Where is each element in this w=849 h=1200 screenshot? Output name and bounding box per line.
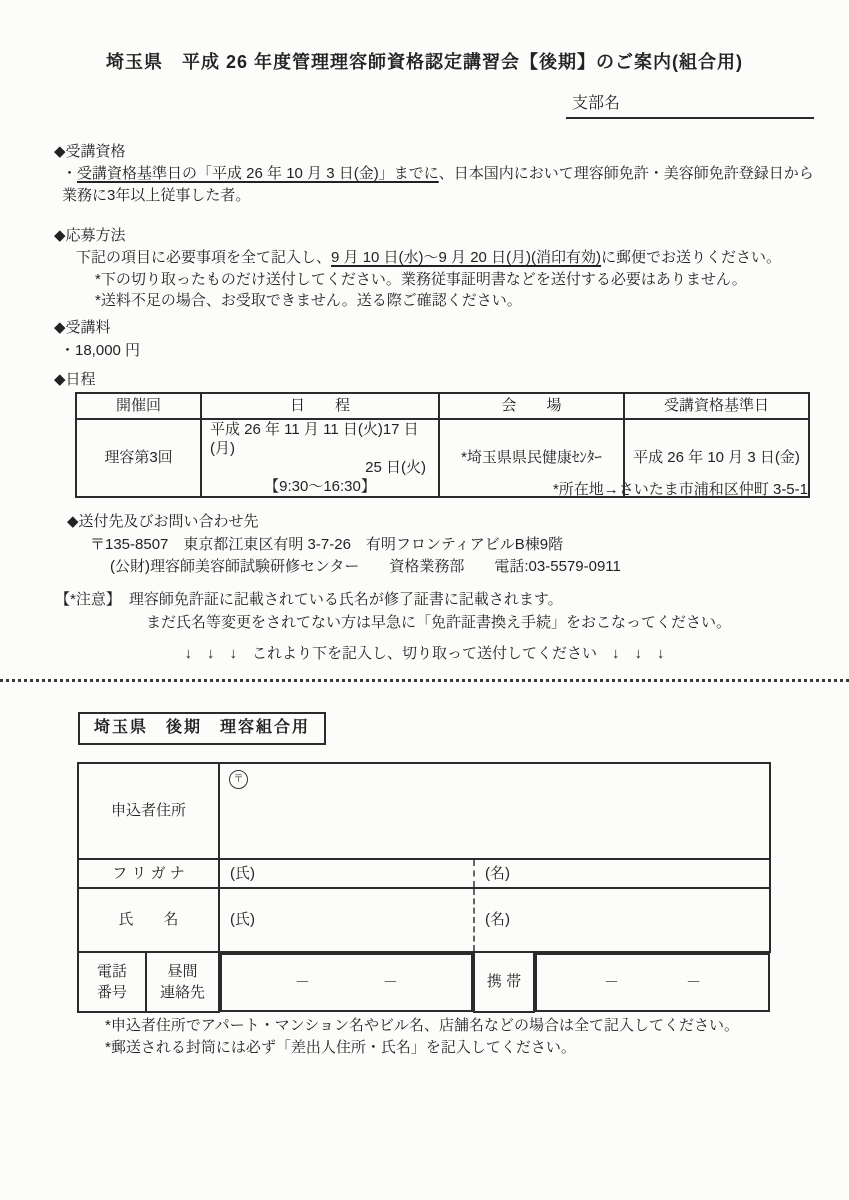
application-pre: 下記の項目に必要事項を全て記入し、	[76, 249, 332, 266]
eligibility-line1	[62, 164, 814, 184]
applicant-address-label: 申込者住所	[78, 763, 219, 859]
venue-location-note: *所在地→さいたま市浦和区仲町 3-5-1	[552, 481, 808, 498]
application-heading: ◆応募方法	[54, 227, 126, 244]
application-period: 9 月 10 日(水)～9 月 20 日(月)(消印有効)	[331, 249, 602, 266]
schedule-heading: ◆日程	[54, 371, 96, 388]
col-dates: 日 程	[201, 393, 439, 419]
application-note2: *送料不足の場合、お受取できません。送る際ご確認ください。	[95, 292, 522, 309]
branch-name-label: 支部名	[572, 95, 621, 112]
applicant-address-field	[219, 763, 770, 859]
notice-line1	[55, 590, 563, 610]
contact-heading: ◆送付先及びお問い合わせ先	[67, 513, 259, 530]
fee-heading: ◆受講料	[54, 319, 111, 336]
name-sei-field: (氏)	[219, 888, 474, 952]
footer-note2: *郵送される封筒には必ず「差出人住所・氏名」を記入してください。	[105, 1039, 576, 1056]
application-line1	[76, 248, 781, 268]
name-label: 氏 名	[78, 888, 219, 952]
name-mei-field: (名)	[474, 888, 770, 952]
fee-amount: ・18,000 円	[60, 342, 141, 359]
venue-cell: *埼玉県県民健康ｾﾝﾀｰ	[439, 419, 624, 497]
notice-label: 【*注意】	[55, 591, 121, 608]
branch-name-field	[566, 94, 814, 119]
footer-note1: *申込者住所でアパート・マンション名やビル名、店舗名などの場合は全て記入してください。	[105, 1017, 739, 1034]
postal-mark-icon: 〒	[229, 770, 248, 789]
basedate-cell: 平成 26 年 10 月 3 日(金)	[624, 419, 809, 497]
date-line2: 25 日(火)	[365, 459, 426, 476]
col-venue: 会 場	[439, 393, 624, 419]
cut-instruction: ↓ ↓ ↓ これより下を記入し、切り取って送付してください ↓ ↓ ↓	[184, 645, 665, 662]
eligibility-rest: 、日本国内において理容師免許・美容師免許登録日から	[438, 165, 814, 182]
mobile-label: 携 帯	[474, 952, 534, 1012]
mobile-phone-field	[535, 953, 770, 1012]
phone-row	[78, 952, 770, 1012]
col-basedate: 受講資格基準日	[624, 393, 809, 419]
date-line3: 【9:30～16:30】	[264, 478, 376, 495]
daytime-phone-field	[220, 953, 473, 1012]
cut-dotted-line	[0, 679, 849, 682]
name-row	[78, 888, 770, 952]
phone-dash: －	[383, 973, 399, 991]
phone-label	[78, 952, 146, 1012]
date-line1: 平成 26 年 11 月 11 日(火)17 日(月)	[210, 421, 419, 457]
furigana-label: フ リ ガ ナ	[78, 859, 219, 888]
eligibility-heading: ◆受講資格	[54, 143, 126, 160]
application-form-table	[77, 762, 771, 1013]
address-row	[78, 763, 770, 859]
furigana-sei-field: (氏)	[219, 859, 474, 888]
contact-org: (公財)理容師美容師試験研修センター 資格業務部 電話:03-5579-0911	[110, 558, 621, 575]
furigana-mei-field: (名)	[474, 859, 770, 888]
phone-dash: －	[604, 973, 620, 991]
contact-address: 〒135-8507 東京都江東区有明 3-7-26 有明フロンティアビルB棟9階	[90, 536, 564, 553]
phone-label-line2: 番号	[96, 984, 127, 1001]
daytime-label-line2: 連絡先	[160, 984, 206, 1001]
page-title: 埼玉県 平成 26 年度管理理容師資格認定講習会【後期】のご案内(組合用)	[105, 52, 743, 72]
schedule-header-row	[76, 393, 809, 419]
application-note1: *下の切り取ったものだけ送付してください。業務従事証明書などを送付する必要はありません。	[95, 271, 747, 288]
daytime-label	[146, 952, 219, 1012]
col-session: 開催回	[76, 393, 201, 419]
furigana-row	[78, 859, 770, 888]
bullet: ・	[62, 165, 78, 182]
phone-label-line1: 電話	[96, 963, 127, 980]
eligibility-line2: 業務に3年以上従事した者。	[62, 187, 251, 204]
form-box-label: 埼玉県 後期 理容組合用	[78, 712, 326, 745]
session-cell: 理容第3回	[76, 419, 201, 497]
phone-dash: －	[686, 973, 702, 991]
phone-dash: －	[295, 973, 311, 991]
eligibility-deadline: 受講資格基準日の「平成 26 年 10 月 3 日(金)」までに	[77, 165, 439, 182]
application-post: に郵便でお送りください。	[601, 249, 782, 266]
notice-line2: まだ氏名等変更をされてない方は早急に「免許証書換え手続」をおこなってください。	[146, 614, 732, 631]
notice-text1: 理容師免許証に記載されている氏名が修了証書に記載されます。	[128, 591, 563, 608]
daytime-label-line1: 昼間	[167, 963, 198, 980]
